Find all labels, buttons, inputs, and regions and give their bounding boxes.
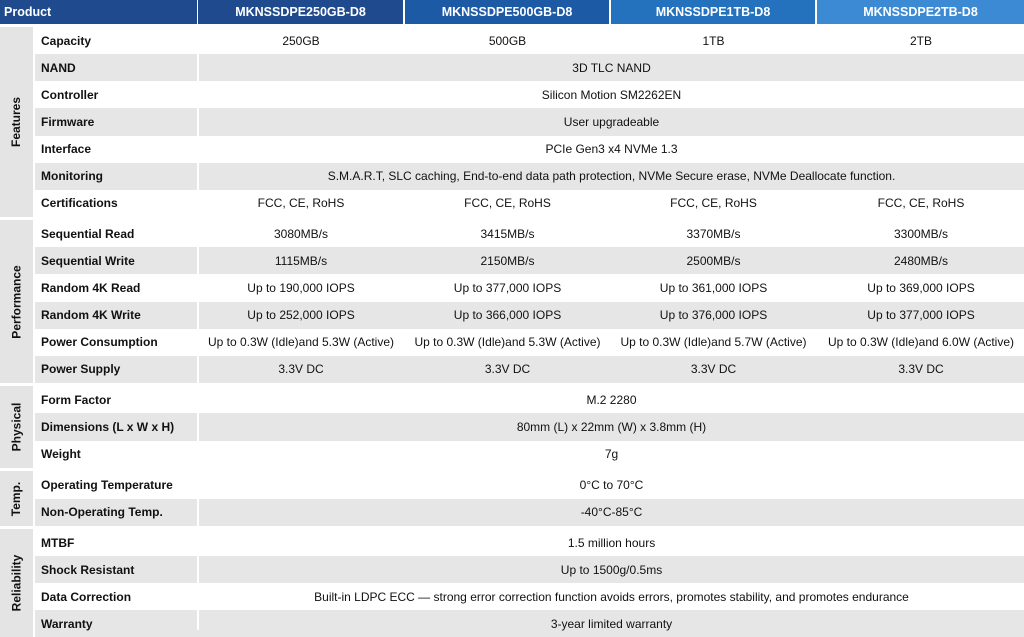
row-label: Power Consumption	[41, 335, 158, 350]
row-value-col-4: Up to 377,000 IOPS	[867, 308, 975, 323]
row-value-col-4: 2TB	[909, 33, 932, 48]
row-value-merged: M.2 2280	[586, 392, 637, 407]
row-label: Certifications	[41, 196, 118, 211]
row-value-col-3: Up to 376,000 IOPS	[659, 308, 768, 323]
header-model-3: MKNSSDPE1TB-D8	[611, 0, 815, 24]
group-label-performance	[0, 220, 33, 383]
row-label: Interface	[41, 142, 92, 157]
row-value-col-4: 2480MB/s	[893, 253, 949, 268]
row-value-merged: User upgradeable	[563, 114, 660, 129]
group-label-features	[0, 27, 33, 217]
row-value-col-3: 1TB	[702, 33, 725, 48]
row-label: Warranty	[41, 616, 93, 631]
row-label: Form Factor	[41, 392, 112, 407]
row-label: Firmware	[41, 114, 95, 129]
row-value-merged: 7g	[604, 447, 619, 462]
row-label: Data Correction	[41, 589, 132, 604]
row-label: Non-Operating Temp.	[41, 505, 163, 520]
row-value-merged: 0°C to 70°C	[579, 477, 644, 492]
row-value-col-3: Up to 361,000 IOPS	[659, 280, 768, 295]
row-value-col-1: 250GB	[282, 33, 320, 48]
row-label: Power Supply	[41, 362, 121, 377]
row-value-merged: 1.5 million hours	[567, 535, 656, 550]
row-value-col-2: FCC, CE, RoHS	[464, 196, 551, 211]
row-value-merged: 3D TLC NAND	[572, 60, 651, 75]
row-value-col-1: FCC, CE, RoHS	[257, 196, 345, 211]
row-label: NAND	[41, 60, 76, 75]
row-label: Operating Temperature	[41, 477, 173, 492]
row-value-col-1: Up to 0.3W (Idle)and 5.3W (Active)	[207, 335, 395, 350]
row-value-col-1: 3080MB/s	[273, 226, 329, 241]
row-value-col-3: 3370MB/s	[686, 226, 741, 241]
row-value-col-2: 3415MB/s	[480, 226, 535, 241]
row-label: MTBF	[41, 535, 75, 550]
row-value-col-1: 1115MB/s	[274, 253, 328, 268]
header-model-4: MKNSSDPE2TB-D8	[817, 0, 1024, 24]
row-value-col-2: 500GB	[488, 33, 527, 48]
row-value-col-3: 3.3V DC	[690, 362, 737, 377]
group-label-text: Reliability	[9, 554, 24, 612]
group-label-text: Features	[9, 96, 24, 148]
row-label: Weight	[41, 447, 81, 462]
column-divider	[197, 24, 199, 630]
header-model-1: MKNSSDPE250GB-D8	[198, 0, 403, 24]
row-value-col-1: Up to 252,000 IOPS	[247, 308, 355, 323]
group-label-reliability	[0, 529, 33, 637]
row-label: Shock Resistant	[41, 562, 135, 577]
row-value-col-4: 3300MB/s	[893, 226, 949, 241]
row-label: Monitoring	[41, 169, 103, 184]
row-value-col-3: 2500MB/s	[686, 253, 741, 268]
row-value-col-2: 2150MB/s	[480, 253, 535, 268]
group-label-text: Performance	[9, 264, 24, 339]
row-value-merged: 3-year limited warranty	[550, 616, 673, 631]
row-value-col-1: 3.3V DC	[278, 362, 324, 377]
row-value-col-3: Up to 0.3W (Idle)and 5.7W (Active)	[620, 335, 807, 350]
row-value-merged: 80mm (L) x 22mm (W) x 3.8mm (H)	[516, 419, 707, 434]
row-value-col-4: FCC, CE, RoHS	[877, 196, 965, 211]
row-value-col-1: Up to 190,000 IOPS	[247, 280, 355, 295]
row-label: Random 4K Read	[41, 280, 141, 295]
group-label-physical	[0, 386, 33, 468]
header-model-2: MKNSSDPE500GB-D8	[405, 0, 609, 24]
row-value-merged: PCIe Gen3 x4 NVMe 1.3	[545, 142, 678, 157]
row-label: Dimensions (L x W x H)	[41, 419, 175, 434]
row-value-col-3: FCC, CE, RoHS	[670, 196, 757, 211]
row-value-merged: -40°C-85°C	[580, 505, 643, 520]
row-value-col-2: Up to 0.3W (Idle)and 5.3W (Active)	[414, 335, 601, 350]
group-column-divider	[33, 24, 35, 630]
row-label: Random 4K Write	[41, 308, 141, 323]
row-label: Sequential Read	[41, 226, 135, 241]
row-label: Capacity	[41, 33, 92, 48]
header-product-label: Product	[0, 0, 197, 24]
row-value-col-2: Up to 377,000 IOPS	[453, 280, 562, 295]
row-value-col-2: Up to 366,000 IOPS	[453, 308, 562, 323]
row-label: Controller	[41, 87, 99, 102]
group-label-temp	[0, 471, 33, 526]
row-value-col-4: 3.3V DC	[898, 362, 944, 377]
row-value-col-4: Up to 369,000 IOPS	[867, 280, 975, 295]
row-label: Sequential Write	[41, 253, 135, 268]
row-value-merged: Built-in LDPC ECC — strong error correction function avoids errors, promotes stability, and promotes endurance	[314, 589, 909, 604]
row-value-merged: S.M.A.R.T, SLC caching, End-to-end data path protection, NVMe Secure erase, NVMe Deallocate function.	[327, 169, 896, 184]
row-value-col-4: Up to 0.3W (Idle)and 6.0W (Active)	[827, 335, 1015, 350]
group-label-text: Temp.	[9, 481, 24, 516]
row-value-merged: Silicon Motion SM2262EN	[541, 87, 682, 102]
row-value-col-2: 3.3V DC	[484, 362, 531, 377]
row-value-merged: Up to 1500g/0.5ms	[560, 562, 663, 577]
group-label-text: Physical	[9, 402, 24, 452]
